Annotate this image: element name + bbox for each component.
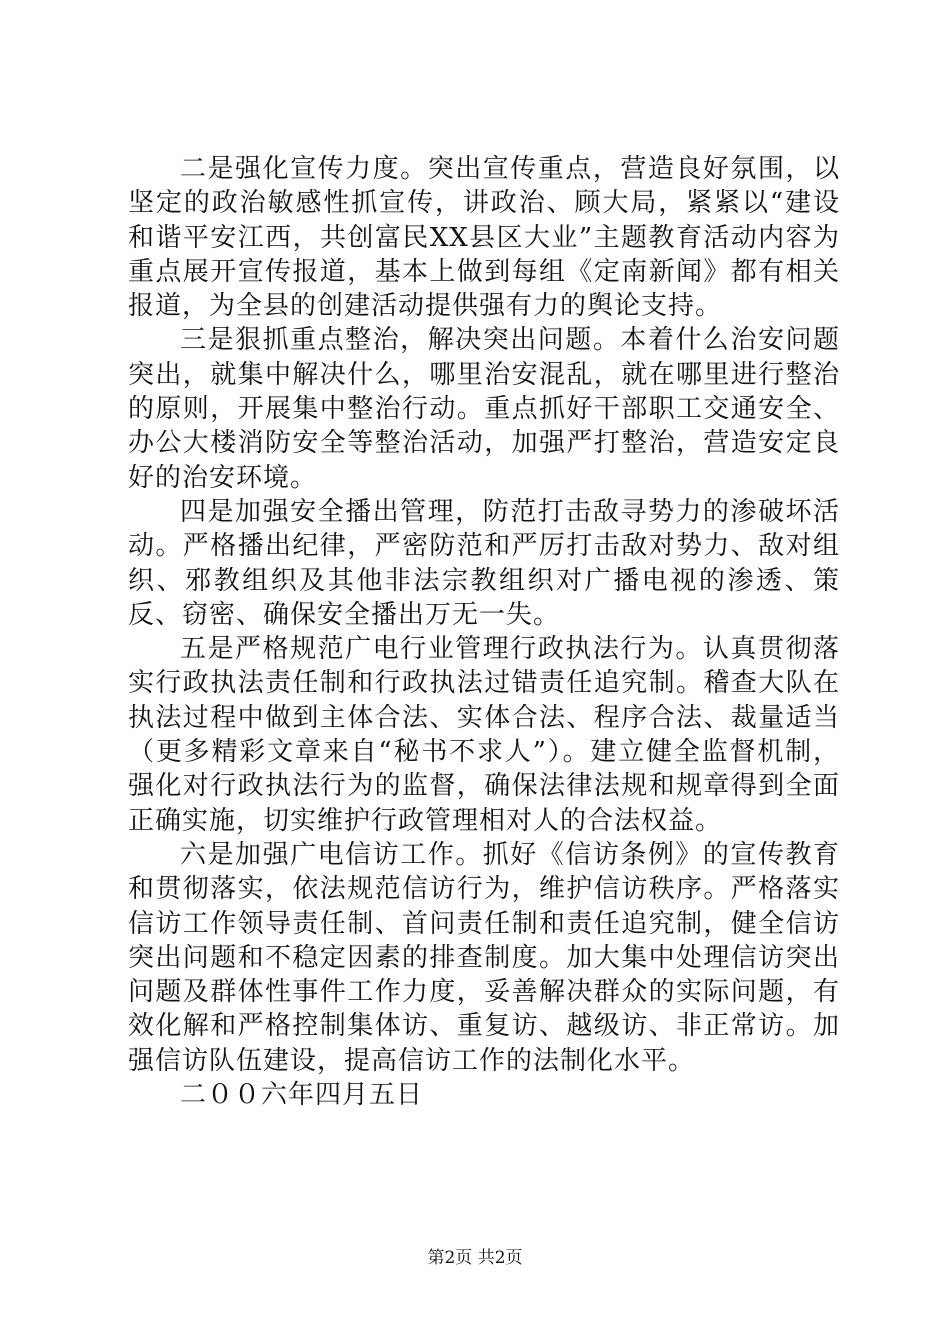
paragraph-law-enforcement: 五是严格规范广电行业管理行政执法行为。认真贯彻落实行政执法责任制和行政执法过错责任追究制。稽查大队在执法过程中做到主体合法、实体合法、程序合法、裁量适当（更多精彩文章来自“秘书不求人”）。建立健全监督机制，强化对行政执法行为的监督，确保法律法规和规章得到全面正确实施，切实维护行政管理相对人的合法权益。 — [128, 634, 840, 836]
paragraph-rectification: 三是狠抓重点整治，解决突出问题。本着什么治安问题突出，就集中解决什么，哪里治安混乱，就在哪里进行整治的原则，开展集中整治行动。重点抓好干部职工交通安全、办公大楼消防安全等整治活动，加强严打整治，营造安定良好的治安环境。 — [128, 325, 840, 493]
page-number-footer: 第2页 共2页 — [427, 1248, 523, 1268]
document-body — [128, 152, 840, 1112]
paragraph-petition-work: 六是加强广电信访工作。抓好《信访条例》的宣传教育和贯彻落实，依法规范信访行为，维护信访秩序。严格落实信访工作领导责任制、首问责任制和责任追究制，健全信访突出问题和不稳定因素的排查制度。加大集中处理信访突出问题及群体性事件工作力度，妥善解决群众的实际问题，有效化解和严格控制集体访、重复访、越级访、非正常访。加强信访队伍建设，提高信访工作的法制化水平。 — [128, 839, 840, 1076]
paragraph-broadcast-safety: 四是加强安全播出管理，防范打击敌寻势力的渗破坏活动。严格播出纪律，严密防范和严厉打击敌对势力、敌对组织、邪教组织及其他非法宗教组织对广播电视的渗透、策反、窃密、确保安全播出万无一失。 — [128, 496, 840, 630]
paragraph-publicity: 二是强化宣传力度。突出宣传重点，营造良好氛围，以坚定的政治敏感性抓宣传，讲政治、顾大局，紧紧以“建设和谐平安江西，共创富民XX县区大业”主题教育活动内容为重点展开宣传报道，基本上做到每组《定南新闻》都有相关报道，为全县的创建活动提供强有力的舆论支持。 — [128, 154, 840, 322]
document-date: 二００六年四月五日 — [180, 1080, 424, 1111]
